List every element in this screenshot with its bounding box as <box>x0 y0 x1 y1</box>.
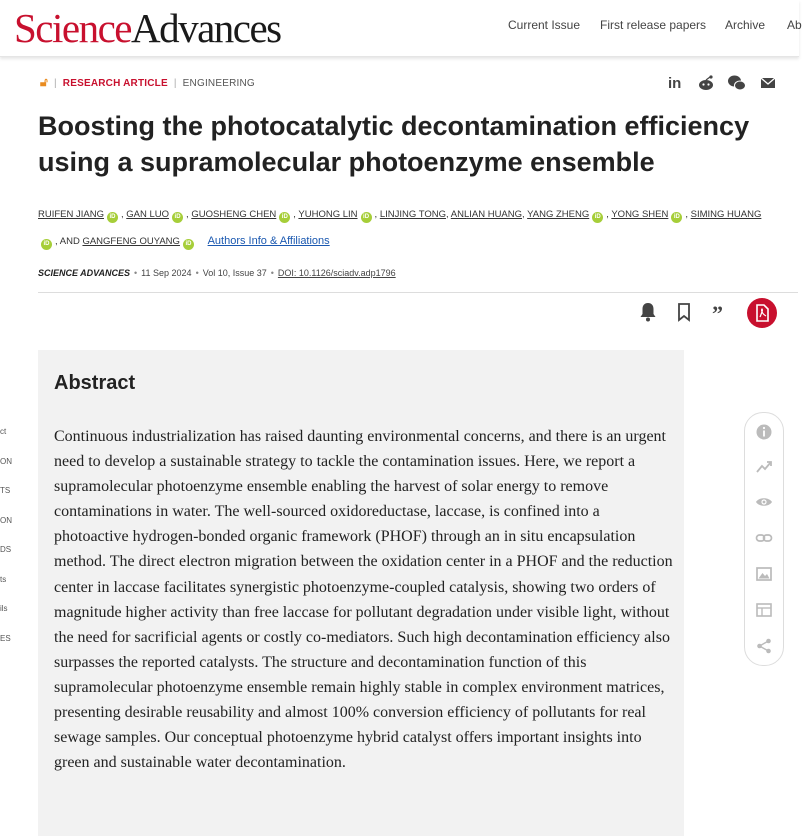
logo-science: Science <box>14 5 131 51</box>
side-toolbar <box>744 412 784 666</box>
pdf-icon <box>747 298 777 328</box>
nav-about[interactable]: Ab <box>787 18 802 32</box>
section-nav-item[interactable]: ES <box>0 633 11 643</box>
email-icon[interactable] <box>760 73 776 93</box>
section-nav-item[interactable]: ON <box>0 456 12 466</box>
author-link[interactable]: RUIFEN JIANG <box>38 209 104 220</box>
journal-name: SCIENCE ADVANCES <box>38 268 131 278</box>
author-list: RUIFEN JIANG iD , GAN LUO iD , GUOSHENG CHEN iD , YUHONG LIN iD , LINJING TONG, ANLIAN HUANG, YANG ZHENG iD , YONG SHEN iD , SIMING HUANGiD , AND GANGFENG OUYANG iD Authors Info & Affiliations <box>38 202 778 255</box>
section-nav-item[interactable]: ils <box>0 604 8 613</box>
abstract-heading: Abstract <box>54 372 136 394</box>
pub-date: 11 Sep 2024 <box>141 268 192 278</box>
abstract-text: Continuous industrialization has raised daunting environmental concerns, and there is an urgent need to develop a sustainable strategy to tackle the contamination issues. Here, we report a supramolecular photoenzyme ensemble enabling the harvest of solar energy to remove contaminations in water. The well-sourced oxidoreductase, laccase, is confined into a photoactive hydrogen-bonded organic framework (PHOF) through an in situ encapsulation method. The direct electron migration between the oxidation center in a PHOF and the reduction center in laccase facilitates synergistic photoenzyme-coupled catalysis, showing two orders of magnitude higher activity than free laccase for pollutant degradation under visible light, without the need for sacrificial agents or costly co-mediators. Such high decontamination efficiency also surpasses the reported catalysts. The structure and decontamination function of this supramolecular photoenzyme ensemble remain highly stable in complex environment matrices, presenting desirable reusability and almost 100% conversion efficiency of pollutants for real sewage samples. Our conceptual photoenzyme hybrid catalyst offers important insights into green and sustainable water decontamination. <box>54 428 673 772</box>
share-icon[interactable] <box>755 637 773 655</box>
image-icon[interactable] <box>755 565 773 583</box>
nav-first-release[interactable]: First release papers <box>600 18 707 32</box>
author-link[interactable]: LINJING TONG <box>379 209 446 220</box>
section-nav <box>0 427 12 663</box>
article-title: Boosting the photocatalytic decontamination efficiency using a supramolecular photoenzyme ensemble <box>38 111 750 177</box>
nav-current-issue[interactable]: Current Issue <box>508 18 581 32</box>
author-link[interactable]: YONG SHEN <box>611 209 669 220</box>
orcid-icon[interactable]: iD <box>592 212 603 223</box>
svg-text:”: ” <box>712 301 723 326</box>
orcid-icon[interactable]: iD <box>41 239 52 250</box>
top-header <box>0 0 802 57</box>
reddit-icon[interactable] <box>697 73 715 93</box>
section-nav-item[interactable]: DS <box>0 545 12 554</box>
wechat-icon[interactable] <box>727 73 747 93</box>
svg-text:in: in <box>668 75 682 92</box>
author-link[interactable]: SIMING HUANG <box>690 209 762 220</box>
open-access-icon: 🔓︎ <box>40 75 48 89</box>
site-logo[interactable] <box>14 6 281 50</box>
volume-issue[interactable]: Vol 10, Issue 37 <box>202 268 267 278</box>
authors-info-link[interactable]: Authors Info & Affiliations <box>207 235 330 247</box>
section-nav-item[interactable]: ts <box>0 574 7 584</box>
trend-icon[interactable] <box>755 458 773 476</box>
article-type: RESEARCH ARTICLE <box>62 78 168 89</box>
orcid-icon[interactable]: iD <box>671 212 682 223</box>
author-link[interactable]: GAN LUO <box>126 209 170 220</box>
orcid-icon[interactable]: iD <box>183 239 194 250</box>
publication-info: SCIENCE ADVANCES • 11 Sep 2024 • Vol 10, Issue 37 • DOI: 10.1126/sciadv.adp1796 <box>38 268 396 278</box>
orcid-icon[interactable]: iD <box>361 212 372 223</box>
article-subject[interactable]: ENGINEERING <box>182 78 255 89</box>
section-nav-item[interactable]: ct <box>0 427 7 436</box>
linkedin-icon[interactable] <box>668 73 684 93</box>
section-nav-item[interactable]: TS <box>0 486 11 495</box>
article-meta: 🔓︎ | RESEARCH ARTICLE | ENGINEERING <box>40 75 255 89</box>
section-nav-item[interactable]: ON <box>0 515 12 525</box>
author-link[interactable]: GUOSHENG CHEN <box>191 209 277 220</box>
divider <box>38 292 798 293</box>
logo-advances: Advances <box>130 5 281 51</box>
orcid-icon[interactable]: iD <box>107 212 118 223</box>
author-link[interactable]: GANGFENG OUYANG <box>82 236 180 247</box>
table-icon[interactable] <box>755 601 773 619</box>
bell-icon[interactable] <box>636 300 662 324</box>
info-icon[interactable] <box>755 423 773 441</box>
author-link[interactable]: YANG ZHENG <box>527 209 590 220</box>
eye-icon[interactable] <box>755 493 773 511</box>
nav-archive[interactable]: Archive <box>725 18 766 32</box>
author-link[interactable]: ANLIAN HUANG <box>450 209 523 220</box>
abstract-section <box>38 350 684 836</box>
doi-link[interactable]: DOI: 10.1126/sciadv.adp1796 <box>277 268 396 278</box>
author-link[interactable]: YUHONG LIN <box>298 209 358 220</box>
link-icon[interactable] <box>755 529 773 547</box>
quote-icon[interactable] <box>709 300 735 324</box>
bookmark-icon[interactable] <box>672 300 698 324</box>
orcid-icon[interactable]: iD <box>279 212 290 223</box>
orcid-icon[interactable]: iD <box>172 212 183 223</box>
pdf-button[interactable] <box>747 298 777 328</box>
